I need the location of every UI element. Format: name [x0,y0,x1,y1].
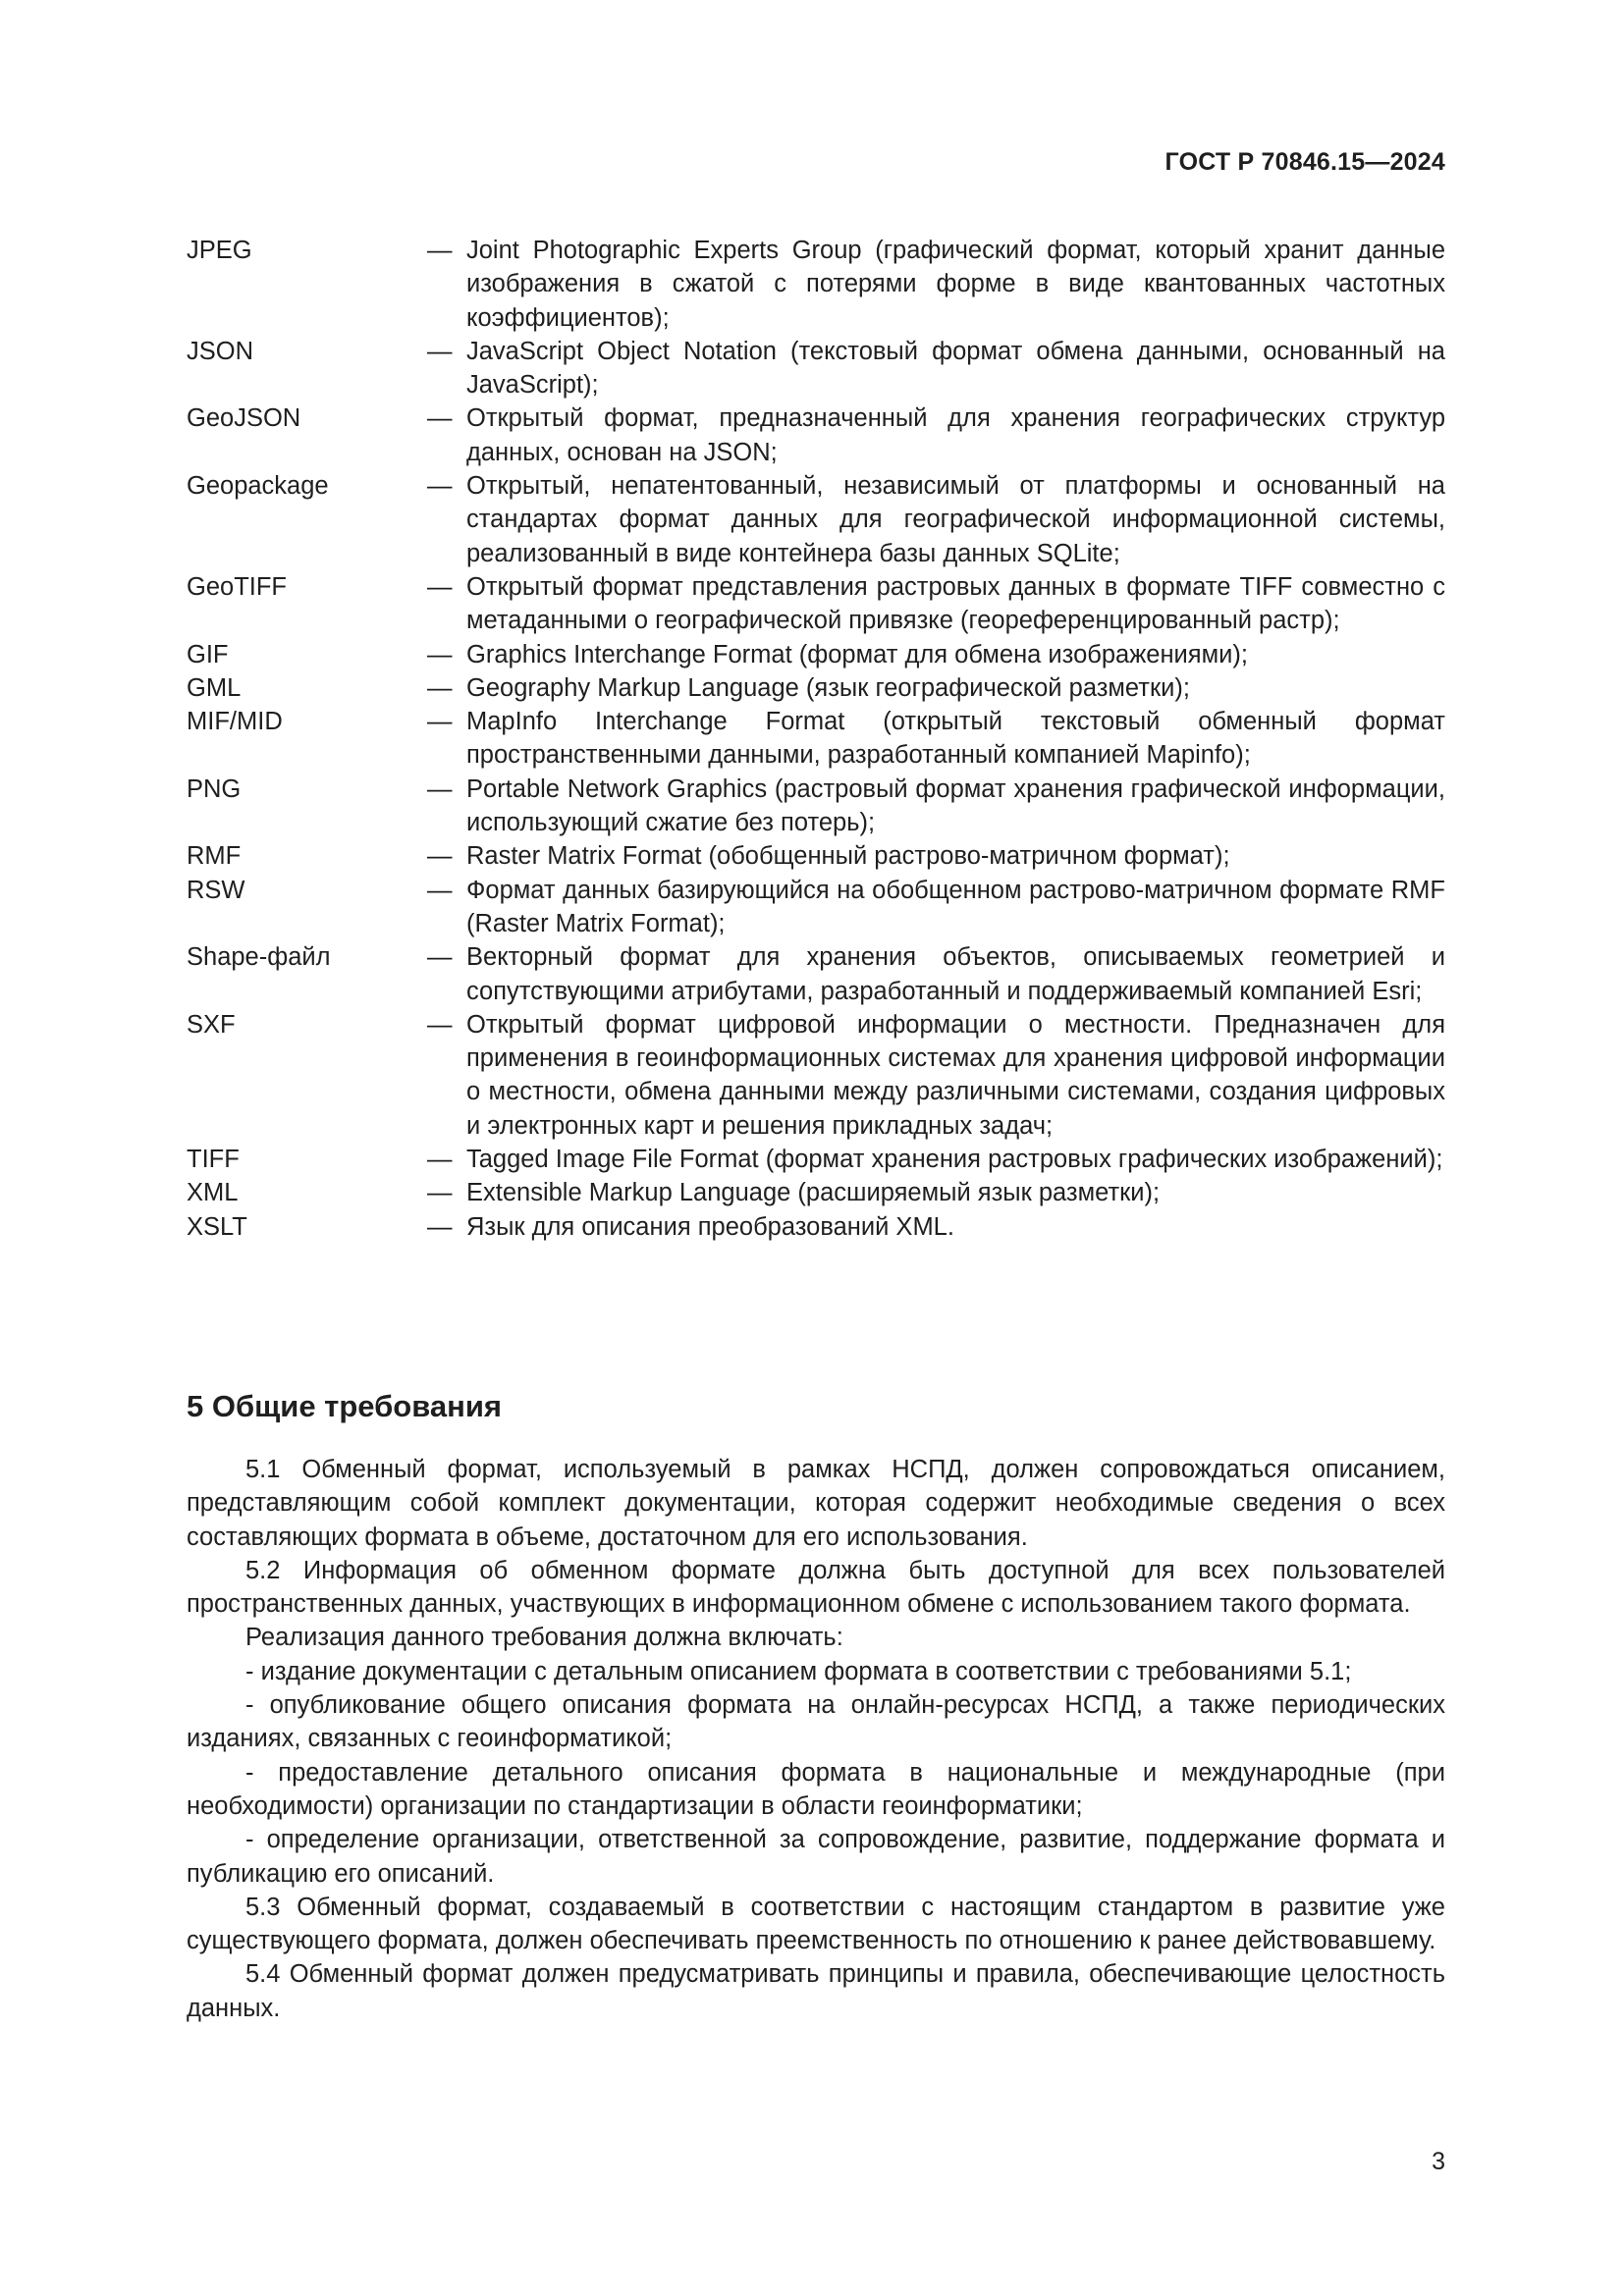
definition-dash: — [427,572,453,601]
definition-row [187,469,1445,570]
paragraph-implementation: Реализация данного требования должна включать: [245,1624,843,1652]
definition-term: MIF/MID [187,708,283,736]
definition-row [187,638,1445,671]
definition-row [187,234,1445,335]
definition-term: TIFF [187,1146,240,1174]
definition-text: Portable Network Graphics (растровый формат хранения графической информации, использующий сжатие без потерь); [466,774,1445,837]
definition-dash: — [427,640,453,668]
definition-row [187,671,1445,705]
definition-term: GeoTIFF [187,572,288,601]
paragraph-5-3: 5.3 Обменный формат, создаваемый в соответствии с настоящим стандартом в развитие уже существующего формата, должен обеспечивать преемственность по отношению к ранее действовавшему. [187,1893,1445,1955]
definition-dash: — [427,1010,453,1039]
definition-text: Tagged Image File Format (формат хранения растровых графических изображений); [466,1146,1443,1174]
standard-code: ГОСТ Р 70846.15—2024 [1164,148,1445,176]
definition-term: RSW [187,876,245,904]
definition-text: Открытый формат, предназначенный для хранения географических структур данных, основан на JSON; [466,404,1445,466]
definitions-list [187,234,1445,1244]
definition-term: JSON [187,337,254,365]
definition-text: Открытый формат цифровой информации о местности. Предназначен для применения в геоинформационных системах для хранения цифровой информации о местности, обмена данными между различными системами, создания цифровых и электронных карт и решения прикладных задач; [466,1010,1445,1140]
bullet-item: - предоставление детального описания формата в национальные и международные (при необходимости) организации по стандартизации в области геоинформатики; [187,1758,1445,1820]
definition-row [187,839,1445,873]
page-number: 3 [1432,2148,1445,2175]
definition-row [187,1176,1445,1209]
definition-term: JPEG [187,237,252,264]
definition-dash: — [427,472,453,501]
definition-dash: — [427,1146,453,1174]
definition-row [187,1008,1445,1143]
definition-text: Geography Markup Language (язык географической разметки); [466,673,1190,702]
definition-text: Векторный формат для хранения объектов, описываемых геометрией и сопутствующими атрибутами, разработанный и поддерживаемый компанией Esri; [466,943,1445,1005]
definition-term: PNG [187,774,242,803]
paragraph-5-2: 5.2 Информация об обменном формате должна быть доступной для всех пользователей пространственных данных, участвующих в информационном обмене с использованием такого формата. [187,1556,1445,1619]
bullet-item: - опубликование общего описания формата на онлайн-ресурсах НСПД, а также периодических изданиях, связанных с геоинформатикой; [187,1691,1445,1753]
definition-dash: — [427,943,453,972]
definition-term: RMF [187,842,242,871]
definition-row [187,874,1445,941]
definition-term: XML [187,1179,239,1207]
definition-dash: — [427,876,453,904]
definition-term: SXF [187,1010,236,1039]
definition-text: Extensible Markup Language (расширяемый язык разметки); [466,1179,1161,1207]
definition-dash: — [427,842,453,871]
definition-text: Формат данных базирующийся на обобщенном растрово-матричном формате RMF (Raster Matrix Format); [466,876,1445,937]
definition-row [187,570,1445,638]
definition-text: Joint Photographic Experts Group (графический формат, который хранит данные изображения в сжатой с потерями форме в виде квантованных частотных коэффициентов); [466,237,1445,332]
definition-term: GML [187,673,242,702]
definition-text: Graphics Interchange Format (формат для обмена изображениями); [466,640,1248,668]
definition-dash: — [427,404,453,433]
definition-row [187,401,1445,469]
definition-dash: — [427,774,453,803]
definition-text: Язык для описания преобразований XML. [466,1212,954,1241]
definition-dash: — [427,1212,453,1241]
section-body [187,1453,1445,2025]
definition-dash: — [427,1179,453,1207]
bullet-item: - издание документации с детальным описанием формата в соответствии с требованиями 5.1; [245,1657,1352,1685]
definition-dash: — [427,673,453,702]
definition-text: MapInfo Interchange Format (открытый текстовый обменный формат пространственными данными, разработанный компанией Mapinfo); [466,708,1445,770]
definition-row [187,1210,1445,1244]
definition-row [187,335,1445,402]
definition-dash: — [427,708,453,736]
definition-term: Geopackage [187,472,329,501]
definition-term: Shape-файл [187,943,331,972]
definition-row [187,940,1445,1008]
definition-text: Raster Matrix Format (обобщенный растрово-матричном формат); [466,842,1230,871]
definition-text: Открытый формат представления растровых данных в формате TIFF совместно с метаданными о географической привязке (геореференцированный растр); [466,572,1445,635]
definition-row [187,773,1445,840]
definition-row [187,1143,1445,1176]
definition-term: GIF [187,640,229,668]
section-title: 5 Общие требования [187,1389,502,1423]
definition-term: GeoJSON [187,404,301,433]
definition-text: JavaScript Object Notation (текстовый формат обмена данными, основанный на JavaScript); [466,337,1445,400]
definition-dash: — [427,237,453,264]
paragraph-5-4: 5.4 Обменный формат должен предусматривать принципы и правила, обеспечивающие целостность данных. [187,1960,1445,2022]
definition-term: XSLT [187,1212,247,1241]
definition-dash: — [427,337,453,365]
bullet-item: - определение организации, ответственной за сопровождение, развитие, поддержание формата и публикацию его описаний. [187,1826,1445,1888]
paragraph-5-1: 5.1 Обменный формат, используемый в рамках НСПД, должен сопровождаться описанием, представляющим собой комплект документации, которая содержит необходимые сведения о всех составляющих формата в объеме, достаточном для его использования. [187,1456,1445,1551]
definition-text: Открытый, непатентованный, независимый от платформы и основанный на стандартах формат данных для географической информационной системы, реализованный в виде контейнера базы данных SQLite; [466,472,1445,567]
definition-row [187,705,1445,773]
